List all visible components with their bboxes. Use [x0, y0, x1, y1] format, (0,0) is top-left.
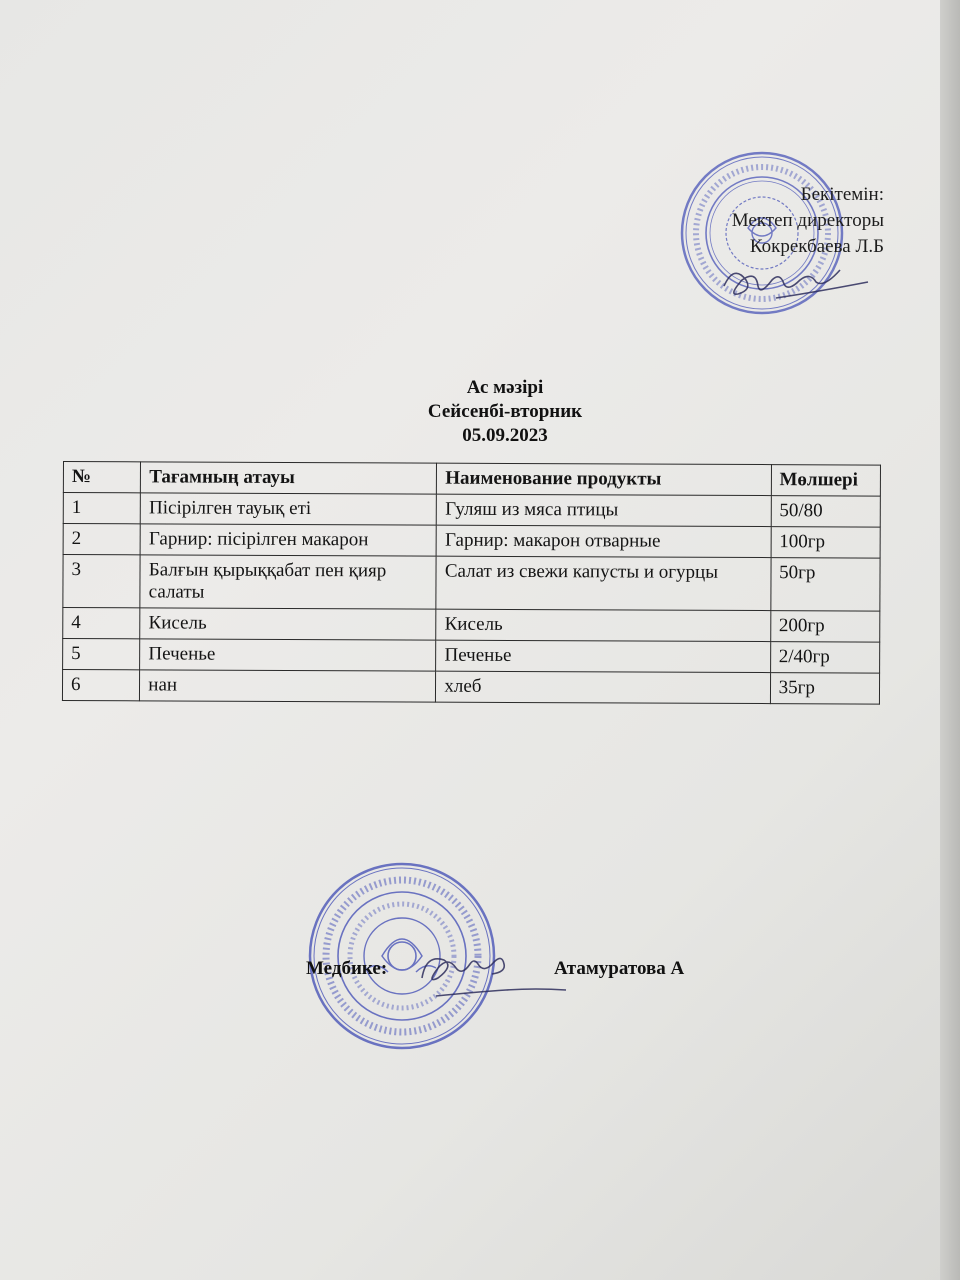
cell-dish-kz: Пісірілген тауық еті — [141, 493, 437, 525]
cell-dish-ru: Гуляш из мяса птицы — [437, 494, 771, 526]
nurse-name: Атамуратова А — [554, 958, 685, 979]
approval-block — [732, 182, 884, 260]
cell-amount: 35гр — [770, 673, 880, 704]
approval-name: Кокрекбаева Л.Б — [749, 236, 884, 257]
menu-day: Сейсенбі-вторник — [427, 401, 583, 422]
cell-amount: 50/80 — [771, 496, 881, 527]
cell-amount: 50гр — [770, 558, 880, 611]
header-dish-kz: Тағамның атауы — [141, 462, 437, 494]
cell-number: 5 — [63, 639, 140, 670]
cell-dish-ru: хлеб — [436, 671, 770, 703]
approval-position: Мектеп директоры — [731, 210, 884, 231]
menu-title-block — [350, 376, 660, 448]
cell-dish-ru: Кисель — [436, 609, 770, 641]
cell-number: 1 — [63, 493, 140, 524]
cell-dish-ru: Салат из свежи капусты и огурцы — [436, 556, 770, 610]
menu-title: Ас мәзірі — [466, 377, 544, 398]
table-row — [63, 493, 880, 528]
cell-dish-ru: Печенье — [436, 640, 770, 672]
table-row — [63, 608, 880, 643]
director-signature — [716, 258, 876, 308]
cell-amount: 200гр — [770, 611, 880, 642]
cell-number: 4 — [63, 608, 140, 639]
cell-amount: 100гр — [771, 527, 881, 558]
table-row — [63, 639, 880, 674]
cell-number: 6 — [62, 670, 139, 701]
approval-heading: Бекітемін: — [800, 184, 884, 205]
table-row — [63, 555, 880, 612]
cell-dish-kz: Кисель — [140, 608, 436, 640]
cell-dish-kz: Печенье — [140, 639, 436, 671]
background-wall — [940, 0, 960, 1280]
header-number: № — [63, 462, 140, 493]
cell-dish-ru: Гарнир: макарон отварные — [436, 525, 770, 557]
cell-number: 2 — [63, 524, 140, 555]
menu-date: 05.09.2023 — [462, 425, 548, 446]
cell-number: 3 — [63, 555, 141, 608]
table-header-row — [63, 462, 880, 497]
menu-table — [62, 461, 881, 705]
table-row — [63, 524, 880, 559]
cell-dish-kz: нан — [140, 670, 436, 702]
cell-dish-kz: Балғын қырыққабат пен қияр салаты — [140, 555, 436, 609]
nurse-signature — [416, 948, 576, 1004]
cell-dish-kz: Гарнир: пісірілген макарон — [140, 524, 436, 556]
header-dish-ru: Наименование продукты — [437, 463, 771, 495]
nurse-label: Медбике: — [306, 958, 388, 979]
header-amount: Мөлшері — [771, 465, 881, 496]
cell-amount: 2/40гр — [770, 642, 880, 673]
table-row — [62, 670, 879, 705]
